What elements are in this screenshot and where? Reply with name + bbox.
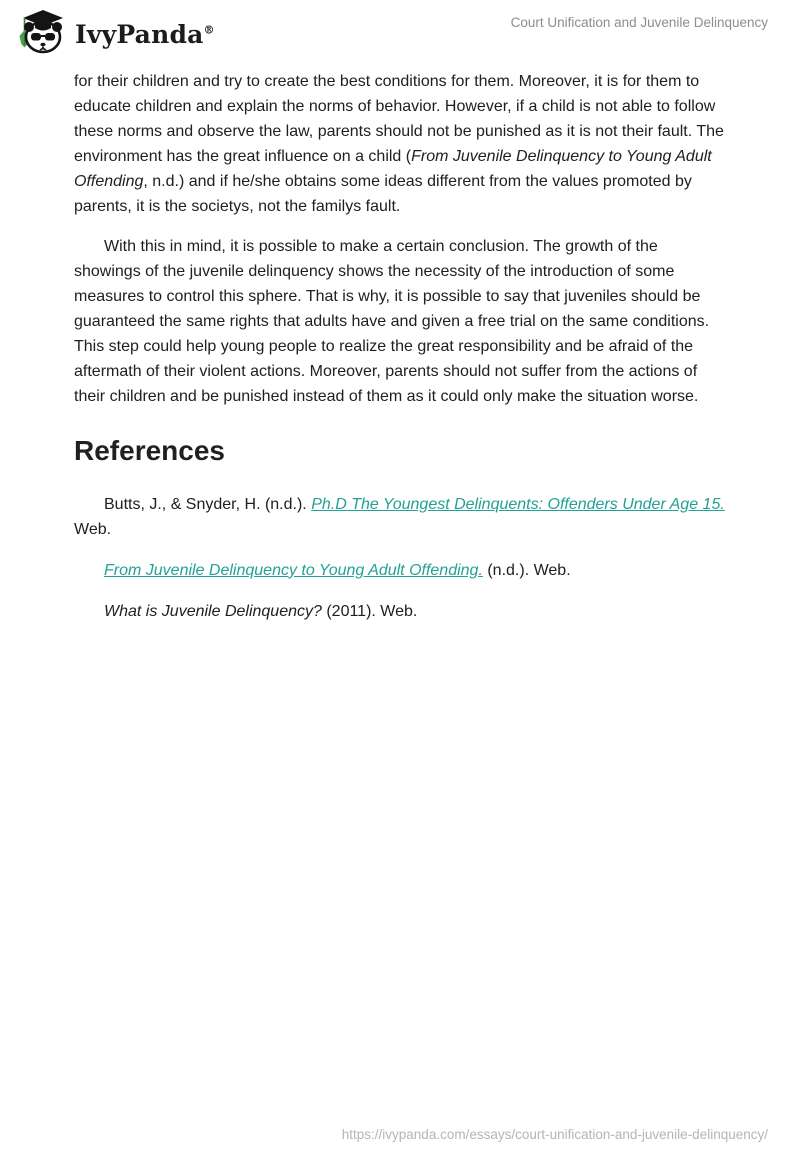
- reference-entry: [74, 493, 726, 543]
- reference-link[interactable]: From Juvenile Delinquency to Young Adult Offending.: [104, 561, 483, 579]
- ivypanda-logo-icon: [14, 6, 66, 63]
- text-run: (n.d.). Web.: [482, 561, 571, 579]
- text-run: Butts, J., & Snyder, H. (n.d.).: [104, 495, 312, 513]
- text-run: for their children and try to create the best conditions for them. Moreover, it is for them to educate children and explain the norms of behavior. However, if a child is not able to follow these norms and observe the law, parents should not be punished as it is not their fault. The environment has the great influence on a child (: [74, 73, 724, 165]
- references-heading: References: [74, 434, 225, 466]
- document-title: Court Unification and Juvenile Delinquency: [510, 15, 768, 30]
- text-run: Web.: [74, 520, 112, 538]
- paragraphs-container: [74, 70, 726, 410]
- reference-link[interactable]: Ph.D The Youngest Delinquents: Offenders Under Age 15.: [311, 495, 725, 513]
- essay-body: [74, 70, 726, 640]
- brand-name: IvyPanda®: [75, 20, 215, 49]
- source-url: https://ivypanda.com/essays/court-unification-and-juvenile-delinquency/: [341, 1127, 768, 1142]
- page-header: [0, 0, 800, 66]
- text-run: (2011). Web.: [321, 602, 418, 620]
- reference-entry: [74, 600, 726, 625]
- reference-entry: [74, 559, 726, 584]
- essay-paragraph: [74, 70, 726, 219]
- brand[interactable]: [14, 6, 215, 63]
- page-footer: [342, 1126, 768, 1144]
- text-run: With this in mind, it is possible to make a certain conclusion. The growth of the showings of the juvenile delinquency shows the necessity of the introduction of some measures to control this sphere. That is why, it is possible to say that juveniles should be guaranteed the same rights that adults have and given a free trial on the same conditions. This step could help young people to realize the great responsibility and be afraid of the aftermath of their violent actions. Moreover, parents should not suffer from the actions of their children and be punished instead of them as it could only make the situation worse.: [74, 238, 710, 405]
- registered-mark: ®: [203, 23, 215, 37]
- text-run: From Juvenile Delinquency to Young Adult Offending: [74, 147, 712, 190]
- text-run: , n.d.) and if he/she obtains some ideas different from the values promoted by parents, it is the societys, not the familys fault.: [74, 172, 692, 215]
- text-run: What is Juvenile Delinquency?: [104, 602, 322, 620]
- references-container: [74, 493, 726, 625]
- essay-paragraph: [74, 235, 726, 409]
